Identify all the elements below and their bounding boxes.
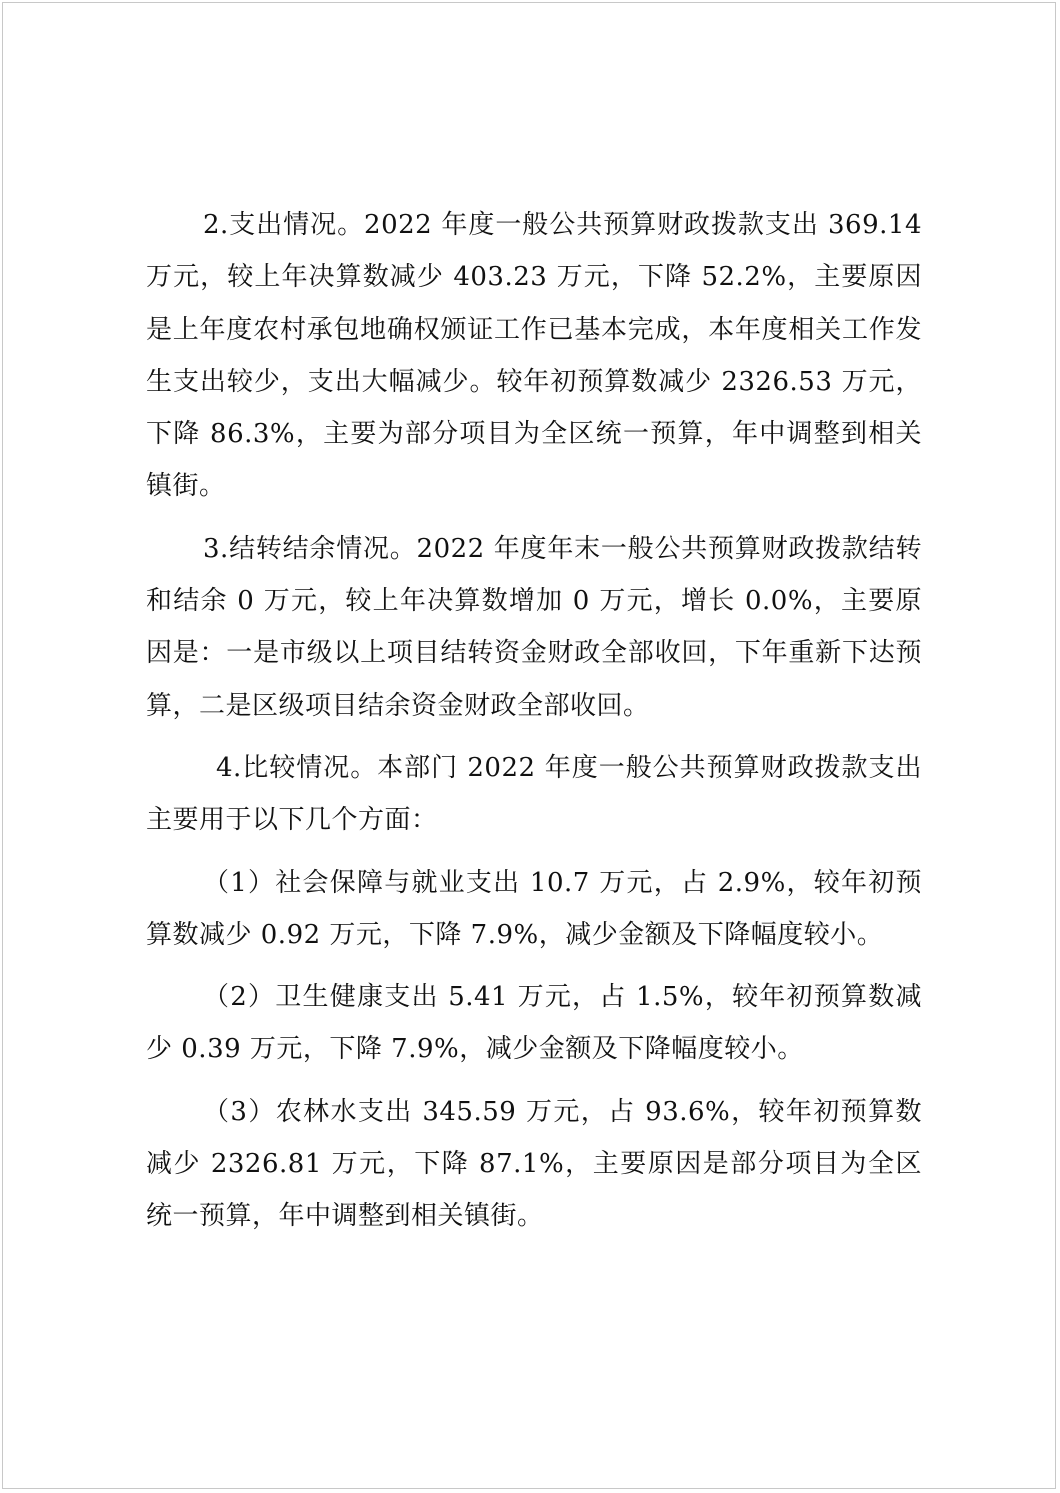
paragraph-item-agriculture: （3）农林水支出 345.59 万元，占 93.6%，较年初预算数减少 2326.81 万元，下降 87.1%，主要原因是部分项目为全区统一预算，年中调整到相关镇街。 [146, 1096, 922, 1232]
paragraph-comparison: 4.比较情况。本部门 2022 年度一般公共预算财政拨款支出主要用于以下几个方面： [146, 752, 922, 836]
document-page [2, 2, 1056, 1489]
paragraph-item-health: （2）卫生健康支出 5.41 万元，占 1.5%，较年初预算数减少 0.39 万元，下降 7.9%，减少金额及下降幅度较小。 [146, 982, 922, 1065]
paragraph-item-social-security: （1）社会保障与就业支出 10.7 万元，占 2.9%，较年初预算数减少 0.92 万元，下降 7.9%，减少金额及下降幅度较小。 [146, 867, 922, 950]
paragraph-carryover: 3.结转结余情况。2022 年度年末一般公共预算财政拨款结转和结余 0 万元，较上年决算数增加 0 万元，增长 0.0%，主要原因是：一是市级以上项目结转资金财政全部收回，下年重新下达预算，二是区级项目结余资金财政全部收回。 [146, 533, 922, 721]
paragraph-expenditure: 2.支出情况。2022 年度一般公共预算财政拨款支出 369.14 万元，较上年决算数减少 403.23 万元，下降 52.2%，主要原因是上年度农村承包地确权颁证工作已基本完成，本年度相关工作发生支出较少，支出大幅减少。较年初预算数减少 2326.53 万元，下降 86.3%，主要为部分项目为全区统一预算，年中调整到相关镇街。 [146, 210, 922, 502]
document-body [146, 199, 922, 1243]
